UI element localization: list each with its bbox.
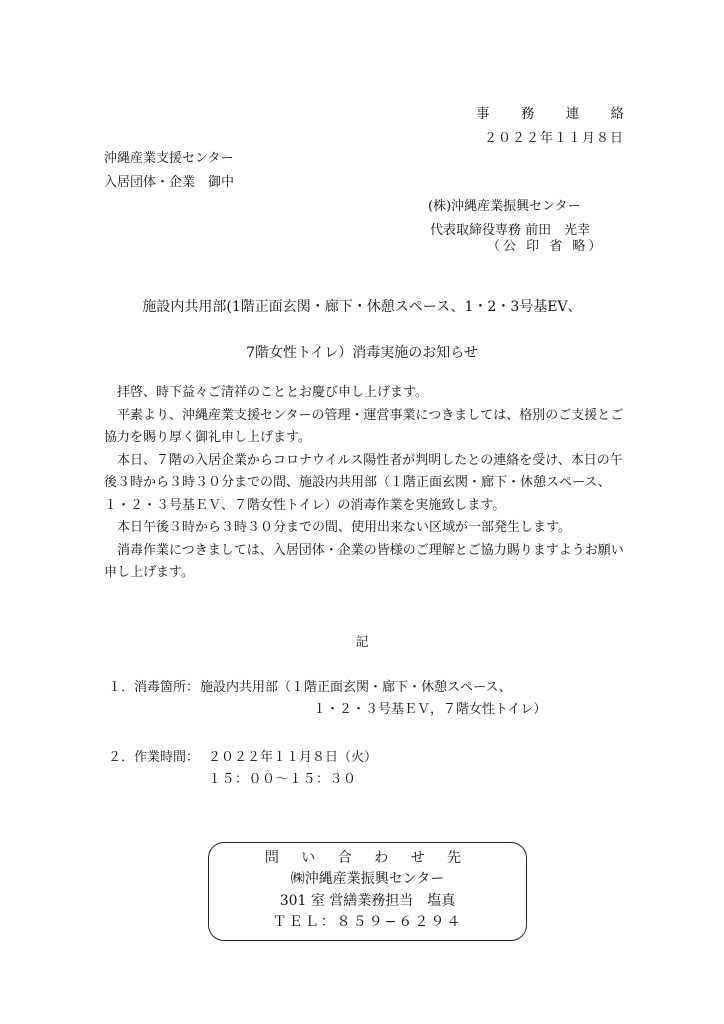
notice-body [104,382,624,585]
contact-department: 301 室 営繕業務担当 塩真 [279,893,456,909]
document-type: 事 務 連 絡 [476,106,624,122]
item-1-location-line-1: 施設内共用部（１階正面玄関・廊下・休憩スペース、 [200,680,512,695]
sender-person: 代表取締役専務 前田 光幸 [430,223,591,238]
recipient-line-2: 入居団体・企業 御中 [104,175,235,190]
document-date: ２０２２年１１月８日 [483,131,624,146]
body-paragraph-thanks: 平素より、沖縄産業支援センターの管理・運営事業につきましては、格別のご支援とご協力を賜り厚く御礼申し上げます。 [104,407,624,445]
notice-title-line-1: 施設内共用部(1階正面玄関・廊下・休憩スペース、1・2・3号基EV、 [142,299,582,315]
contact-heading: 問 い 合 わ せ 先 [264,850,471,866]
body-paragraph-greeting: 拝啓、時下益々ご清祥のこととお慶び申し上げます。 [117,385,428,400]
item-2-time: １５：００〜１５：３０ [208,772,357,787]
body-paragraph-request: 消毒作業につきましては、入居団体・企業の皆様のご理解とご協力賜りますようお願い申し上げます。 [104,542,624,580]
item-1-label: １．消毒箇所： [108,680,200,695]
item-2-label: ２．作業時間： [108,750,200,765]
contact-organization: ㈱沖縄産業振興センター [290,871,445,887]
seal-omitted-note: （公 印 省 略） [487,239,605,254]
body-paragraph-restricted-area: 本日午後３時から３時３０分までの間、使用出来ない区域が一部発生します。 [117,520,571,535]
ki-heading: 記 [355,635,369,650]
recipient-line-1: 沖縄産業支援センター [104,151,234,166]
item-2-date: ２０２２年１１月８日（火） [208,750,378,765]
sender-organization: (株)沖縄産業振興センター [428,199,581,214]
item-1-location-line-2: １・２・３号基ＥＶ，７階女性トイレ） [313,702,547,717]
contact-phone: ＴＥＬ：８５９−６２９４ [272,914,463,930]
contact-box [208,842,527,941]
notice-title-line-2: 7階女性トイレ）消毒実施のお知らせ [246,345,478,361]
body-paragraph-disinfection: 本日、７階の入居企業からコロナウイルス陽性者が判明したとの連絡を受け、本日の午後３時から３時３０分までの間、施設内共用部（１階正面玄関・廊下・休憩スペース、１・２・３号基ＥＶ、７階女性トイレ）の消毒作業を実施致します。 [104,452,623,513]
